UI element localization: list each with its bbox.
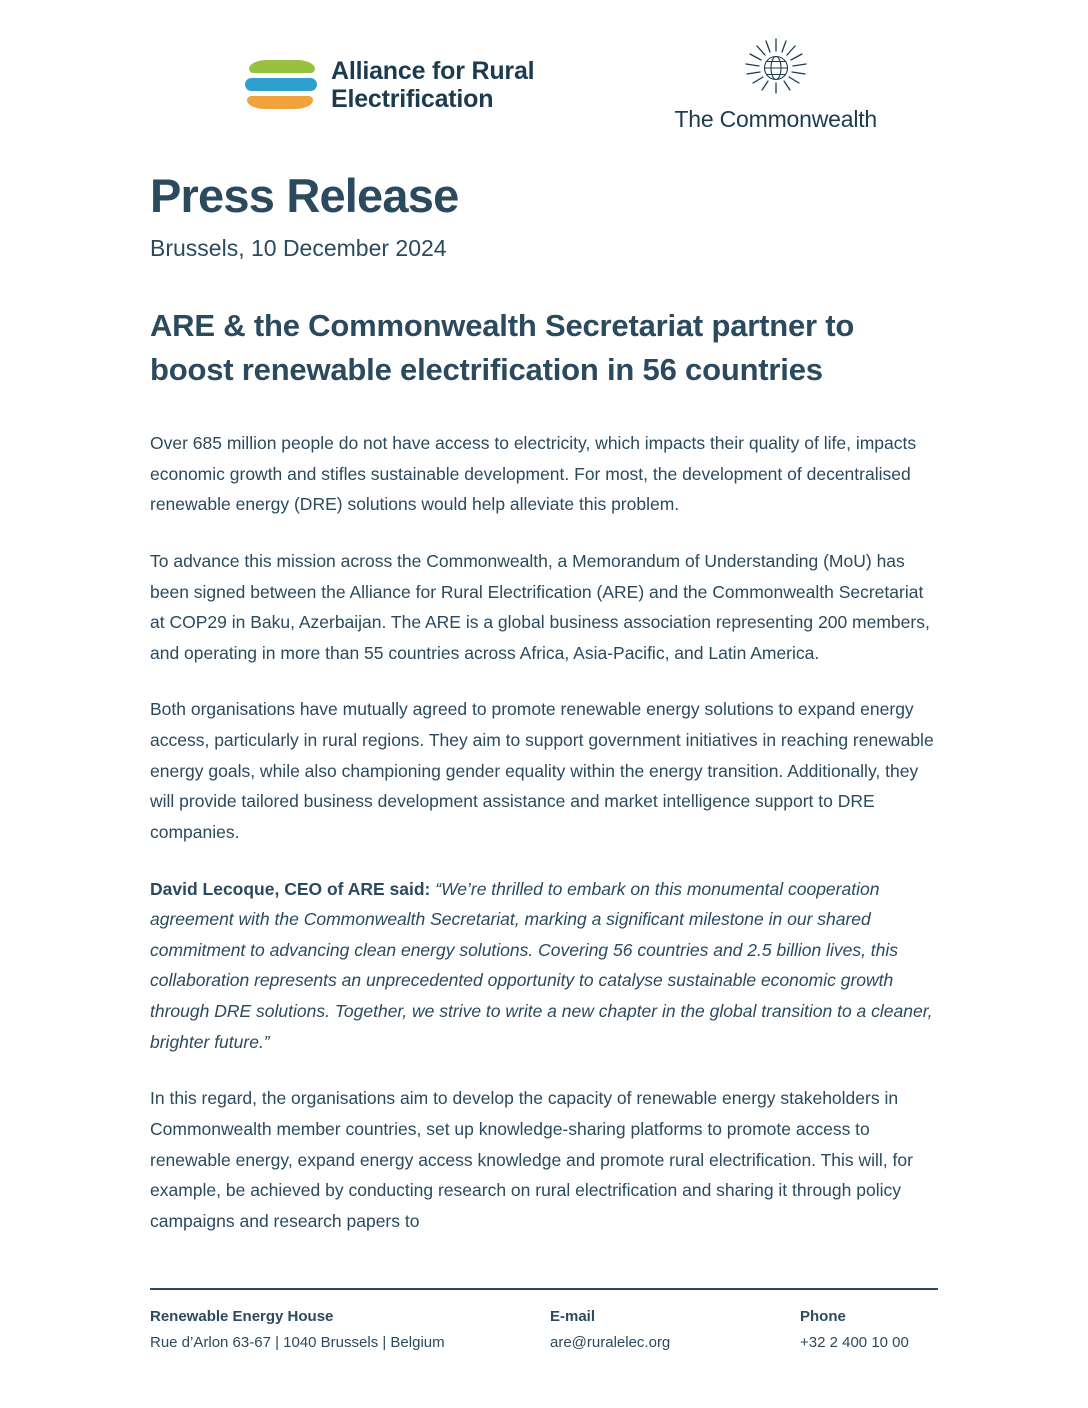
quote-paragraph [150,874,938,1058]
footer-divider [150,1288,938,1290]
paragraph: Over 685 million people do not have access to electricity, which impacts their quality of life, impacts economic growth and stifles sustainable development. For most, the development of decentralised renewable energy (DRE) solutions would help alleviate this problem. [150,433,917,515]
logo-header [150,0,938,132]
footer-address-title: Renewable Energy House [150,1307,334,1325]
are-logo-text [331,57,534,113]
paragraph: To advance this mission across the Commonwealth, a Memorandum of Understanding (MoU) has been signed between the Alliance for Rural Electrification (ARE) and the Commonwealth Secretariat at COP29 in Baku, Azerbaijan. The ARE is a global business association representing 200 members, and operating in more than 55 countries across Africa, Asia-Pacific, and Latin America. [150,550,930,663]
footer-email [550,1304,800,1357]
quote-text: “We’re thrilled to embark on this monumental cooperation agreement with the Commonwealth Secretariat, marking a significant milestone in our shared commitment to advancing clean energy solutions. Covering 56 countries and 2.5 billion lives, this collaboration represents an unprecedented opportunity to catalyse sustainable economic growth through DRE solutions. Together, we strive to write a new chapter in the global transition to a cleaner, brighter future.” [150,878,933,1052]
footer-phone-value: +32 2 400 10 00 [800,1333,909,1351]
are-stripes-logo-icon [245,54,317,116]
are-logo [245,54,534,116]
commonwealth-logo-label: The Commonwealth [674,105,878,132]
article-body [150,428,938,1236]
dateline: Brussels, 10 December 2024 [150,235,447,261]
paragraph: Both organisations have mutually agreed to promote renewable energy solutions to expand energy access, particularly in rural regions. They aim to support government initiatives in reaching renewable energy goals, while also championing gender equality within the energy transition. Additionally, they will provide tailored business development assistance and market intelligence support to DRE companies. [150,699,934,842]
footer-phone-title: Phone [800,1307,846,1325]
commonwealth-logo [674,38,877,133]
footer-address-line: Rue d’Arlon 63-67 | 1040 Brussels | Belgium [150,1333,445,1351]
commonwealth-globe-icon [744,38,808,102]
paragraph: In this regard, the organisations aim to develop the capacity of renewable energy stakeholders in Commonwealth member countries, set up knowledge-sharing platforms to promote access to renewable energy, expand energy access knowledge and promote rural electrification. This will, for example, be achieved by conducting research on rural electrification and sharing it through policy campaigns and research papers to [150,1088,913,1231]
are-logo-line1: Alliance for Rural [331,57,535,85]
footer-email-title: E-mail [550,1307,596,1325]
are-logo-line2: Electrification [331,85,494,113]
headline: ARE & the Commonwealth Secretariat partner to boost renewable electrification in 56 countries [150,308,855,388]
quote-attribution: David Lecoque, CEO of ARE said: [150,878,431,899]
page-footer [150,1288,938,1357]
footer-phone [800,1304,938,1357]
page-title: Press Release [150,169,459,222]
footer-email-value[interactable]: are@ruralelec.org [550,1333,671,1351]
footer-address [150,1304,550,1357]
